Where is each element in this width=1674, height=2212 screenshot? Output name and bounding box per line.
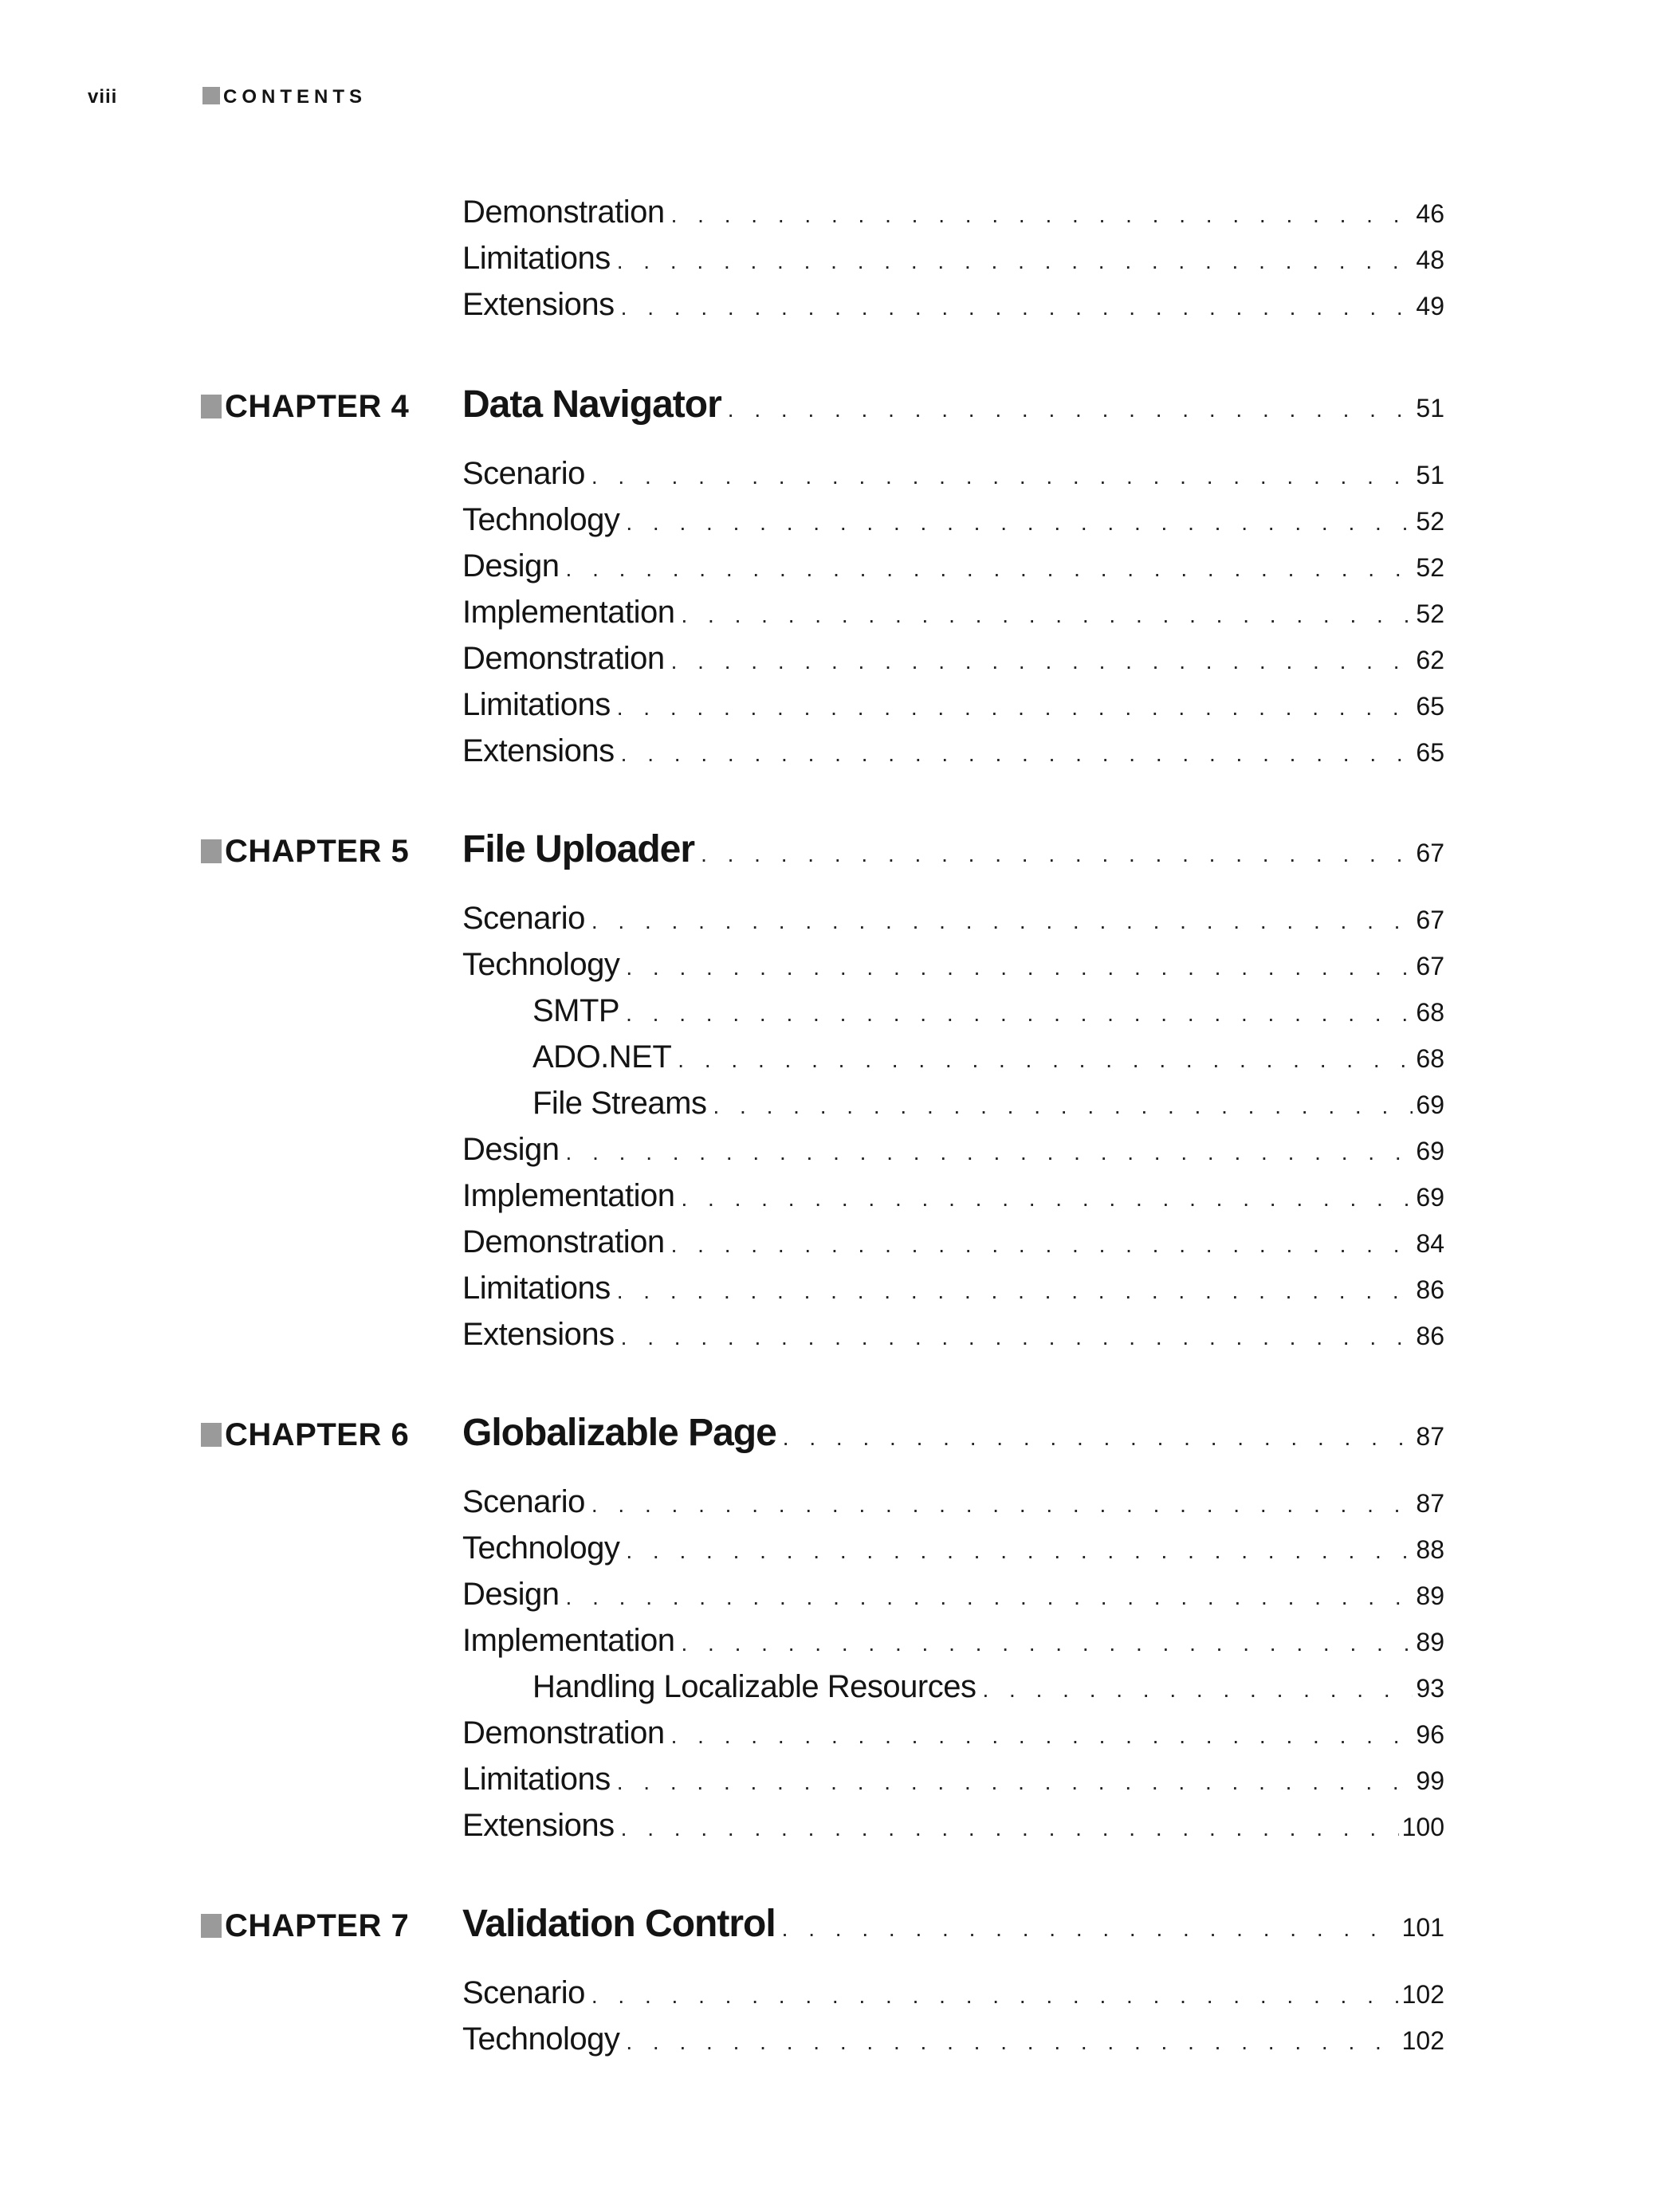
- toc-entry-label: Technology: [462, 1530, 620, 1566]
- dot-leader: [591, 1983, 1399, 2009]
- toc-page-number: 67: [1416, 839, 1444, 867]
- toc-page-number: 69: [1416, 1090, 1444, 1119]
- toc-page-number: 52: [1416, 507, 1444, 536]
- running-head-label: CONTENTS: [223, 86, 367, 108]
- toc-page-number: 84: [1416, 1229, 1444, 1258]
- toc-entry-label: Technology: [462, 2021, 620, 2057]
- toc-entry-label: SMTP: [532, 993, 620, 1028]
- toc-page-number: 99: [1416, 1766, 1444, 1795]
- toc-page-number: 51: [1416, 461, 1444, 489]
- square-bullet-icon: [201, 1914, 222, 1938]
- toc-page-number: 69: [1416, 1137, 1444, 1165]
- dot-leader: [591, 1492, 1413, 1518]
- toc-entry[interactable]: [462, 548, 1444, 590]
- toc-entry-label: Demonstration: [462, 1715, 665, 1750]
- toc-entry-label: Extensions: [462, 287, 615, 322]
- dot-leader: [621, 741, 1413, 767]
- dot-leader: [621, 295, 1413, 320]
- toc-page-number: 100: [1401, 1813, 1444, 1841]
- dot-leader: [681, 1631, 1413, 1656]
- toc-page-number: 65: [1416, 692, 1444, 721]
- dot-leader: [617, 1279, 1413, 1304]
- toc-page-number: 65: [1416, 738, 1444, 767]
- toc-entry-label: Design: [462, 1577, 560, 1612]
- toc-page-number: 48: [1416, 246, 1444, 274]
- dot-leader: [782, 1916, 1399, 1942]
- toc-page-number: 102: [1401, 2026, 1444, 2055]
- dot-leader: [681, 603, 1413, 628]
- toc-entry[interactable]: [462, 901, 1444, 942]
- toc-page-number: 102: [1401, 1980, 1444, 2009]
- chapter-number: CHAPTER 6: [225, 1417, 410, 1452]
- chapter-label: [201, 1908, 409, 1944]
- toc-entry-label: Design: [462, 548, 560, 583]
- dot-leader: [626, 955, 1413, 980]
- dot-leader: [626, 1001, 1413, 1027]
- dot-leader: [626, 1538, 1413, 1564]
- toc-entry[interactable]: [462, 1132, 1444, 1173]
- dot-leader: [566, 556, 1413, 582]
- chapter-title-row[interactable]: [462, 1902, 1444, 1950]
- dot-leader: [566, 1140, 1413, 1165]
- chapter-title-row[interactable]: [462, 827, 1444, 875]
- toc-page-number: 67: [1416, 906, 1444, 934]
- toc-subentry[interactable]: [532, 1086, 1444, 1127]
- toc-entry-label: Technology: [462, 502, 620, 537]
- toc-entry[interactable]: [462, 947, 1444, 988]
- toc-entry-label: Handling Localizable Resources: [532, 1669, 976, 1704]
- chapter-title: File Uploader: [462, 828, 695, 870]
- toc-entry[interactable]: [462, 1484, 1444, 1526]
- chapter-number: CHAPTER 7: [225, 1908, 410, 1943]
- toc-page-number: 89: [1416, 1628, 1444, 1656]
- toc-entry-label: Limitations: [462, 687, 611, 722]
- toc-page-number: 69: [1416, 1183, 1444, 1212]
- dot-leader: [617, 695, 1413, 721]
- toc-entry[interactable]: [462, 194, 1444, 236]
- toc-page-number: 89: [1416, 1581, 1444, 1610]
- toc-entry[interactable]: [462, 1762, 1444, 1803]
- toc-entry[interactable]: [462, 733, 1444, 775]
- dot-leader: [678, 1047, 1413, 1073]
- toc-entry[interactable]: [462, 1530, 1444, 1572]
- toc-page-number: 86: [1416, 1275, 1444, 1304]
- dot-leader: [783, 1425, 1413, 1451]
- chapter-title: Validation Control: [462, 1903, 776, 1945]
- toc-page-number: 49: [1416, 292, 1444, 320]
- dot-leader: [591, 909, 1413, 934]
- toc-subentry[interactable]: [532, 1039, 1444, 1081]
- toc-page-number: 101: [1401, 1913, 1444, 1942]
- toc-entry[interactable]: [462, 287, 1444, 328]
- chapter-label: [201, 1417, 409, 1453]
- toc-entry-label: Extensions: [462, 1808, 615, 1843]
- toc-entry[interactable]: [462, 1271, 1444, 1312]
- toc-entry[interactable]: [462, 595, 1444, 636]
- dot-leader: [681, 1186, 1413, 1212]
- chapter-title-row[interactable]: [462, 1411, 1444, 1459]
- chapter-title-row[interactable]: [462, 383, 1444, 430]
- dot-leader: [982, 1677, 1413, 1703]
- toc-page-number: 96: [1416, 1720, 1444, 1749]
- toc-page-number: 88: [1416, 1535, 1444, 1564]
- toc-page-number: 67: [1416, 952, 1444, 980]
- toc-entry[interactable]: [462, 641, 1444, 682]
- toc-entry[interactable]: [462, 456, 1444, 497]
- chapter-number: CHAPTER 4: [225, 389, 410, 424]
- toc-page-number: 68: [1416, 998, 1444, 1027]
- toc-entry-label: ADO.NET: [532, 1039, 672, 1075]
- square-bullet-icon: [202, 87, 220, 104]
- toc-entry[interactable]: [462, 1623, 1444, 1664]
- toc-entry[interactable]: [462, 2021, 1444, 2063]
- dot-leader: [728, 397, 1413, 422]
- toc-entry-label: Limitations: [462, 1762, 611, 1797]
- toc-page-number: 68: [1416, 1044, 1444, 1073]
- toc-entry-label: Scenario: [462, 456, 585, 491]
- dot-leader: [566, 1585, 1413, 1610]
- toc-page-number: 62: [1416, 646, 1444, 674]
- toc-subentry[interactable]: [532, 1669, 1444, 1711]
- dot-leader: [621, 1816, 1399, 1841]
- toc-entry-label: Technology: [462, 947, 620, 982]
- dot-leader: [591, 464, 1413, 489]
- toc-page-number: 46: [1416, 199, 1444, 228]
- toc-entry-label: Design: [462, 1132, 560, 1167]
- running-head: [202, 86, 367, 108]
- toc-entry-label: Demonstration: [462, 194, 665, 230]
- toc-page-number: 87: [1416, 1422, 1444, 1451]
- dot-leader: [671, 649, 1413, 674]
- toc-entry[interactable]: [462, 1317, 1444, 1358]
- toc-entry[interactable]: [462, 1715, 1444, 1757]
- dot-leader: [617, 1770, 1413, 1795]
- square-bullet-icon: [201, 1423, 222, 1447]
- toc-entry-label: Demonstration: [462, 1224, 665, 1259]
- toc-page-number: 93: [1416, 1674, 1444, 1703]
- dot-leader: [626, 2029, 1398, 2055]
- square-bullet-icon: [201, 395, 222, 418]
- toc-entry-label: Extensions: [462, 1317, 615, 1352]
- square-bullet-icon: [201, 839, 222, 863]
- toc-subentry[interactable]: [532, 993, 1444, 1035]
- toc-entry[interactable]: [462, 1178, 1444, 1220]
- dot-leader: [617, 249, 1413, 274]
- toc-entry-label: Implementation: [462, 1178, 675, 1213]
- dot-leader: [671, 202, 1413, 228]
- toc-entry[interactable]: [462, 1224, 1444, 1266]
- dot-leader: [621, 1325, 1413, 1350]
- toc-entry-label: Implementation: [462, 595, 675, 630]
- toc-page-number: 86: [1416, 1322, 1444, 1350]
- toc-entry[interactable]: [462, 502, 1444, 544]
- dot-leader: [701, 842, 1413, 867]
- toc-entry[interactable]: [462, 687, 1444, 729]
- chapter-title: Data Navigator: [462, 383, 721, 426]
- page-number: viii: [88, 86, 118, 108]
- toc-page-number: 52: [1416, 553, 1444, 582]
- dot-leader: [671, 1723, 1413, 1749]
- toc-page-number: 51: [1416, 394, 1444, 422]
- toc-entry[interactable]: [462, 241, 1444, 282]
- toc-entry[interactable]: [462, 1577, 1444, 1618]
- dot-leader: [671, 1232, 1413, 1258]
- toc-entry-label: Scenario: [462, 1484, 585, 1519]
- chapter-label: [201, 834, 409, 870]
- toc-entry-label: Demonstration: [462, 641, 665, 676]
- dot-leader: [626, 510, 1413, 536]
- toc-entry-label: Extensions: [462, 733, 615, 768]
- toc-entry-label: Scenario: [462, 1975, 585, 2010]
- chapter-number: CHAPTER 5: [225, 834, 410, 869]
- toc-entry-label: Limitations: [462, 1271, 611, 1306]
- toc-page-number: 87: [1416, 1489, 1444, 1518]
- toc-entry-label: Implementation: [462, 1623, 675, 1658]
- toc-entry-label: Limitations: [462, 241, 611, 276]
- chapter-title: Globalizable Page: [462, 1412, 776, 1454]
- toc-entry[interactable]: [462, 1975, 1444, 2017]
- chapter-label: [201, 389, 409, 425]
- toc-entry[interactable]: [462, 1808, 1444, 1849]
- toc-entry-label: File Streams: [532, 1086, 707, 1121]
- toc-page-number: 52: [1416, 599, 1444, 628]
- toc-entry-label: Scenario: [462, 901, 585, 936]
- dot-leader: [713, 1094, 1413, 1119]
